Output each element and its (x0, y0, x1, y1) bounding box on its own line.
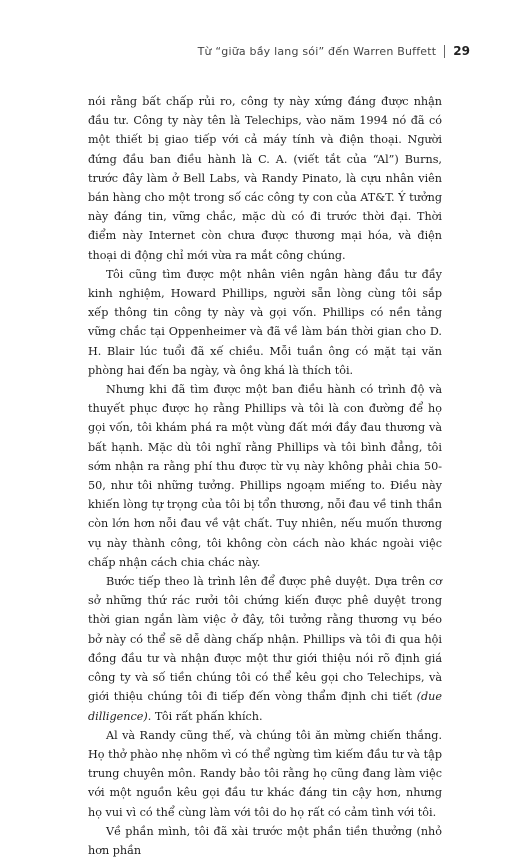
paragraph-4-text-before: Bước tiếp theo là trình lên để được phê duyệt. Dựa trên cơ sở những thứ rác rưởi tôi chứng kiến được phê duyệt trong thời gian ngắn làm việc ở đây, tôi tưởng rằng thương vụ béo bở này có thể sẽ dễ dàng chấp nhận. Phillips và tôi đi qua hội đồng đầu tư và nhận được một thư giới thiệu nói rõ định giá công ty và số tiền chúng tôi có thể kêu gọi cho Telechips, và giới thiệu chúng tôi đi tiếp đến vòng thẩm định chi tiết (88, 575, 442, 704)
due-diligence-emphasis: (due dilligence). (88, 690, 442, 723)
body-text (88, 92, 442, 860)
header-divider (444, 45, 445, 58)
page-number: 29 (453, 44, 470, 58)
paragraph-3: Nhưng khi đã tìm được một ban điều hành có trình độ và thuyết phục được họ rằng Phillips và tôi là con đường để họ gọi vốn, tôi khám phá ra một vùng đất mới đầy đau thương và bất hạnh. Mặc dù tôi nghĩ rằng Phillips và tôi bình đẳng, tôi sớm nhận ra rằng phí thu được từ vụ này không phải chia 50-50, như tôi những tưởng. Phillips ngoạm miếng to. Điều này khiến lòng tự trọng của tôi bị tổn thương, nỗi đau về tinh thần còn lớn hơn nỗi đau về vật chất. Tuy nhiên, nếu muốn thương vụ này thành công, tôi không còn cách nào khác ngoài việc chấp nhận cách chia chác này. (88, 383, 442, 569)
paragraph-4 (88, 572, 442, 726)
paragraph-6: Về phần mình, tôi đã xài trước một phần tiền thưởng (nhỏ hơn phần (88, 824, 442, 857)
running-header (198, 44, 470, 58)
paragraph-4-text-after: Tôi rất phấn khích. (151, 709, 263, 723)
paragraph-5: Al và Randy cũng thế, và chúng tôi ăn mừng chiến thắng. Họ thở phào nhẹ nhõm vì có thể ngừng tìm kiếm đầu tư và tập trung chuyên môn. Randy bảo tôi rằng họ cũng đang làm việc với một nguồn kêu gọi đầu tư khác đáng tin cậy hơn, nhưng họ vui vì có thể cùng làm với tôi do họ rất có cảm tình với tôi. (88, 728, 442, 819)
paragraph-1: nói rằng bất chấp rủi ro, công ty này xứng đáng được nhận đầu tư. Công ty này tên là Telechips, vào năm 1994 nó đã có một thiết bị giao tiếp với cả máy tính và điện thoại. Người đứng đầu ban điều hành là C. A. (viết tắt của “Al”) Burns, trước đây làm ở Bell Labs, và Randy Pinato, là cựu nhân viên bán hàng cho một trong số các công ty con của AT&T. Ý tưởng này đáng tin, vững chắc, mặc dù có đi trước thời đại. Thời điểm này Internet còn chưa được thương mại hóa, và điện thoại di động chỉ mới vừa ra mắt công chúng. (88, 95, 442, 262)
paragraph-2: Tôi cũng tìm được một nhân viên ngân hàng đầu tư đầy kinh nghiệm, Howard Phillips, người sẵn lòng cùng tôi sắp xếp thông tin công ty này và gọi vốn. Phillips có nền tảng vững chắc tại Oppenheimer và đã về làm bán thời gian cho D. H. Blair lúc tuổi đã xế chiều. Mỗi tuần ông có mặt tại văn phòng hai đến ba ngày, và ông khá là thích tôi. (88, 267, 442, 377)
chapter-title: Từ “giữa bầy lang sói” đến Warren Buffett (197, 44, 437, 58)
